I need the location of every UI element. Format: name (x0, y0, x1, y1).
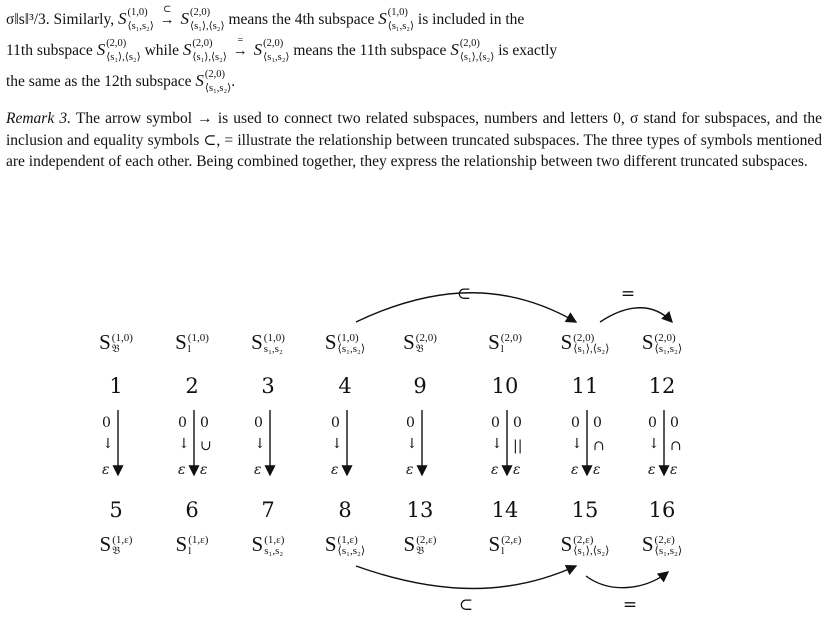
subspace-label: S (1,0) 𝔅 (99, 330, 133, 356)
zero-label: 0 (178, 415, 187, 431)
subspace-number: 8 (338, 498, 352, 522)
subspace-number: 15 (571, 498, 599, 522)
bottom-equal-curve (586, 572, 668, 588)
subspace-label: S (2,0) ⟨s₁⟩,⟨s₂⟩ (560, 330, 610, 356)
top-equal-curve (600, 308, 672, 322)
subspace-label: S (1,0) l (175, 330, 209, 356)
epsilon-label: ε (178, 462, 186, 478)
down-arrow-glyph: ↓ (331, 436, 343, 452)
p1-line2: 11th subspace S (2,0) ⟨s₁⟩,⟨s₂⟩ while S (2,0) ⟨s₁⟩,⟨s₂⟩ = → S (2,0) ⟨s₁,s₂⟩ means the 11th subspace S (2,0) ⟨s₁⟩,⟨s₂⟩ is exactly (6, 42, 557, 59)
intro-paragraph (6, 4, 822, 97)
epsilon-label: ε (593, 462, 601, 478)
epsilon-label: ε (102, 462, 110, 478)
zero-label: 0 (491, 415, 500, 431)
subspace-label: S (2,ε) l (488, 532, 522, 558)
zero-label: 0 (593, 415, 602, 431)
subspace-label: S (1,ε) l (175, 532, 209, 558)
subspace-number: 4 (338, 374, 352, 398)
zero-label: 0 (331, 415, 340, 431)
subspace-label: S (2,0) l (488, 330, 522, 356)
subspace-number: 14 (491, 498, 519, 522)
bottom-subset-symbol: ⊂ (458, 595, 474, 615)
zero-label: 0 (670, 415, 679, 431)
p1-line3: the same as the 12th subspace S (2,0) ⟨s₁,s₂⟩ . (6, 69, 236, 94)
zero-label: 0 (102, 415, 111, 431)
subspace-number: 5 (109, 498, 123, 522)
down-arrow-glyph: ↓ (648, 436, 660, 452)
subspace-label: S (1,0) s₁,s₂ (251, 330, 285, 356)
epsilon-label: ε (491, 462, 499, 478)
subspace-label: S (2,ε) 𝔅 (403, 532, 437, 558)
zero-label: 0 (406, 415, 415, 431)
relation-symbol: ∩ (670, 438, 682, 454)
subspace-number: 3 (261, 374, 275, 398)
subspace-label: S (1,ε) s₁,s₂ (251, 532, 285, 558)
subspace-number: 13 (406, 498, 434, 522)
down-arrow-glyph: ↓ (102, 436, 114, 452)
epsilon-label: ε (331, 462, 339, 478)
relation-symbol: || (513, 438, 523, 454)
subspace-label: S (1,ε) ⟨s₁,s₂⟩ (324, 532, 366, 558)
subspace-label: S (1,0) ⟨s₁,s₂⟩ (324, 330, 366, 356)
subspace-diagram (0, 270, 829, 622)
zero-label: 0 (200, 415, 209, 431)
down-arrow-glyph: ↓ (571, 436, 583, 452)
bottom-equal-symbol: = (622, 595, 638, 615)
bottom-subset-curve (356, 566, 576, 589)
subspace-number: 12 (648, 374, 676, 398)
epsilon-label: ε (254, 462, 262, 478)
remark-text: The arrow symbol → is used to connect two related subspaces, numbers and letters 0, σ stand for subspaces, and the inclusion and equality symbols ⊂, = illustrate the relationship between truncated subspaces. The three types of symbols mentioned are independent of each other. Being combined together, they express the relationship between two different truncated subspaces. (6, 110, 822, 170)
top-equal-symbol: = (620, 284, 636, 304)
subspace-number: 10 (491, 374, 519, 398)
zero-label: 0 (254, 415, 263, 431)
relation-symbol: ∩ (593, 438, 605, 454)
subspace-number: 1 (109, 374, 123, 398)
subspace-label: S (1,ε) 𝔅 (99, 532, 133, 558)
p1-line1: σ‖s‖³/3. Similarly, S (1,0) ⟨s₁,s₂⟩ ⊂ → S (2,0) ⟨s₁⟩,⟨s₂⟩ means the 4th subspace S (1,0) ⟨s₁,s₂⟩ is included in the (6, 11, 524, 28)
subspace-label: S (2,0) ⟨s₁,s₂⟩ (641, 330, 683, 356)
epsilon-label: ε (200, 462, 208, 478)
subspace-number: 6 (185, 498, 199, 522)
epsilon-label: ε (670, 462, 678, 478)
down-arrow-glyph: ↓ (254, 436, 266, 452)
remark-paragraph (6, 108, 822, 173)
subspace-number: 2 (185, 374, 199, 398)
subspace-label: S (2,ε) ⟨s₁,s₂⟩ (641, 532, 683, 558)
down-arrow-glyph: ↓ (178, 436, 190, 452)
subspace-number: 11 (571, 374, 599, 398)
down-arrow-glyph: ↓ (406, 436, 418, 452)
zero-label: 0 (648, 415, 657, 431)
top-subset-symbol: ⊂ (456, 284, 472, 304)
epsilon-label: ε (571, 462, 579, 478)
subspace-label: S (2,0) 𝔅 (403, 330, 437, 356)
zero-label: 0 (571, 415, 580, 431)
arrow-equal: = → (232, 35, 248, 59)
arrow-subset: ⊂ → (159, 4, 175, 28)
math-symbol: S (117, 9, 127, 28)
down-arrow-glyph: ↓ (491, 436, 503, 452)
subspace-number: 7 (261, 498, 275, 522)
relation-symbol: ∪ (200, 438, 212, 454)
zero-label: 0 (513, 415, 522, 431)
subspace-number: 9 (413, 374, 427, 398)
epsilon-label: ε (406, 462, 414, 478)
epsilon-label: ε (648, 462, 656, 478)
subspace-number: 16 (648, 498, 676, 522)
subspace-label: S (2,ε) ⟨s₁⟩,⟨s₂⟩ (560, 532, 610, 558)
epsilon-label: ε (513, 462, 521, 478)
remark-title: Remark 3. (6, 110, 71, 127)
